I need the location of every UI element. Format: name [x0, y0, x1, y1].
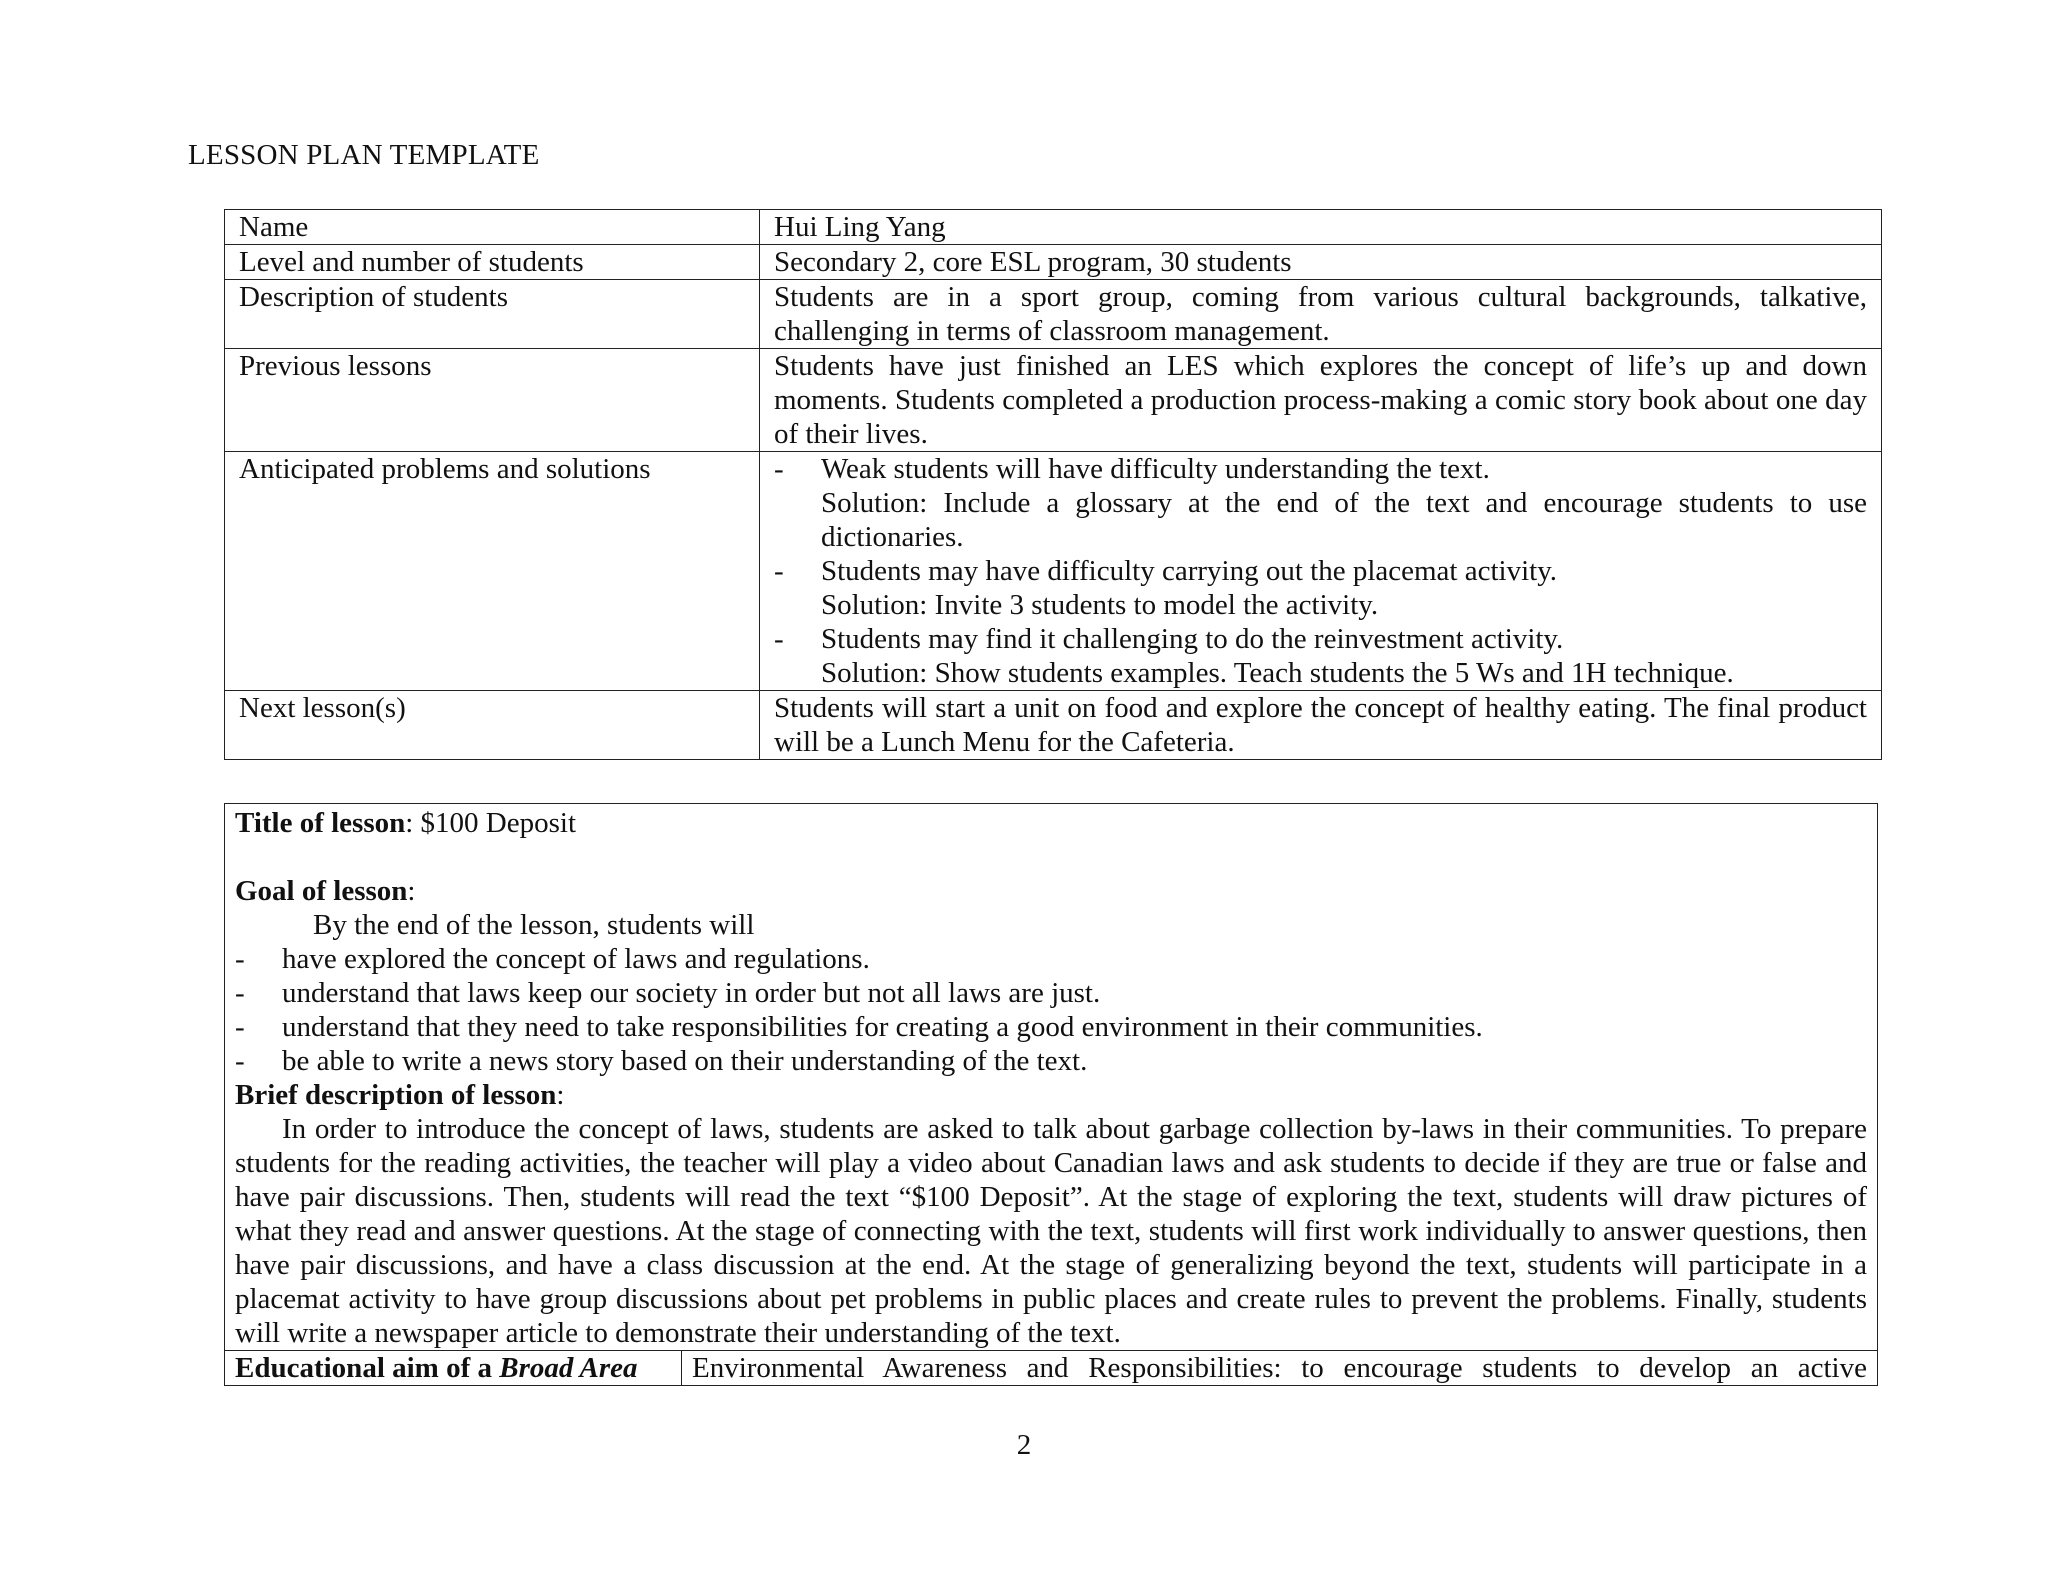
next-lesson-value: Students will start a unit on food and explore the concept of healthy eating. The final product will be a Lunch Menu for the Cafeteria. [760, 691, 1882, 760]
page-heading: LESSON PLAN TEMPLATE [188, 139, 540, 171]
list-item [235, 976, 1867, 1010]
list-item [235, 942, 1867, 976]
list-item [235, 1010, 1867, 1044]
table-row [225, 452, 1882, 691]
dash-marker: - [235, 977, 245, 1009]
name-value: Hui Ling Yang [760, 210, 1882, 245]
level-value: Secondary 2, core ESL program, 30 students [760, 245, 1882, 280]
lesson-overview-cell [225, 804, 1878, 1351]
list-item [774, 554, 1867, 622]
name-label: Name [225, 210, 760, 245]
problem-text: Students may have difficulty carrying out the placemat activity. [821, 555, 1558, 587]
problem-text: Students may find it challenging to do the reinvestment activity. [821, 623, 1564, 655]
table-row [225, 245, 1882, 280]
goal-text: understand that they need to take responsibilities for creating a good environment in their communities. [282, 1011, 1483, 1043]
lesson-title-line [235, 806, 1867, 840]
student-info-table [224, 209, 1882, 760]
table-row [225, 280, 1882, 349]
table-row [225, 349, 1882, 452]
solution-text: Solution: Invite 3 students to model the activity. [821, 589, 1379, 621]
previous-lessons-value: Students have just finished an LES which explores the concept of life’s up and down moments. Students completed a production process-making a comic story book about one day of their lives. [760, 349, 1882, 452]
brief-heading [235, 1078, 1867, 1112]
page-number: 2 [1016, 1429, 1032, 1461]
title-value: : $100 Deposit [405, 807, 577, 839]
solution-text: Solution: Show students examples. Teach students the 5 Ws and 1H technique. [821, 657, 1734, 689]
table-row [225, 804, 1878, 1351]
goal-colon: : [407, 875, 416, 907]
goal-intro: By the end of the lesson, students will [313, 909, 755, 941]
lesson-details-table [224, 803, 1878, 1386]
brief-colon: : [556, 1079, 565, 1111]
dash-marker: - [235, 1045, 245, 1077]
description-label: Description of students [225, 280, 760, 349]
list-item [235, 1044, 1867, 1078]
goal-text: have explored the concept of laws and regulations. [282, 943, 870, 975]
problems-list [774, 452, 1867, 690]
anticipated-problems-label: Anticipated problems and solutions [225, 452, 760, 691]
anticipated-problems-value [760, 452, 1882, 691]
goal-text: be able to write a news story based on their understanding of the text. [282, 1045, 1088, 1077]
goal-text: understand that laws keep our society in order but not all laws are just. [282, 977, 1101, 1009]
dash-marker: - [774, 555, 784, 587]
list-item [774, 452, 1867, 554]
table-row [225, 210, 1882, 245]
dash-marker: - [774, 623, 784, 655]
broad-area-label [225, 1351, 682, 1386]
problem-text: Weak students will have difficulty understanding the text. [821, 453, 1490, 485]
next-lesson-label: Next lesson(s) [225, 691, 760, 760]
dash-marker: - [774, 453, 784, 485]
title-label: Title of lesson [235, 807, 406, 839]
dash-marker: - [235, 943, 245, 975]
previous-lessons-label: Previous lessons [225, 349, 760, 452]
level-label: Level and number of students [225, 245, 760, 280]
description-value: Students are in a sport group, coming from various cultural backgrounds, talkative, challenging in terms of classroom management. [760, 280, 1882, 349]
goals-list [235, 942, 1867, 1078]
solution-text: Solution: Include a glossary at the end of the text and encourage students to use dictionaries. [821, 487, 1867, 553]
brief-label: Brief description of lesson [235, 1079, 557, 1111]
aim-label-text: Educational aim of a [235, 1352, 500, 1384]
goal-heading [235, 874, 1867, 908]
spacer [235, 840, 1867, 874]
goal-label: Goal of lesson [235, 875, 408, 907]
table-row [225, 691, 1882, 760]
dash-marker: - [235, 1011, 245, 1043]
aim-label-emphasis: Broad Area [499, 1352, 638, 1384]
table-row [225, 1351, 1878, 1386]
broad-area-value: Environmental Awareness and Responsibilities: to encourage students to develop an active [682, 1351, 1878, 1386]
list-item [774, 622, 1867, 690]
brief-description: In order to introduce the concept of laws, students are asked to talk about garbage collection by-laws in their communities. To prepare students for the reading activities, the teacher will play a video about Canadian laws and ask students to decide if they are true or false and have pair discussions. Then, students will read the text “$100 Deposit”. At the stage of exploring the text, students will draw pictures of what they read and answer questions. At the stage of connecting with the text, students will first work individually to answer questions, then have pair discussions, and have a class discussion at the end. At the stage of generalizing beyond the text, students will participate in a placemat activity to have group discussions about pet problems in public places and create rules to prevent the problems. Finally, students will write a newspaper article to demonstrate their understanding of the text. [235, 1113, 1867, 1349]
